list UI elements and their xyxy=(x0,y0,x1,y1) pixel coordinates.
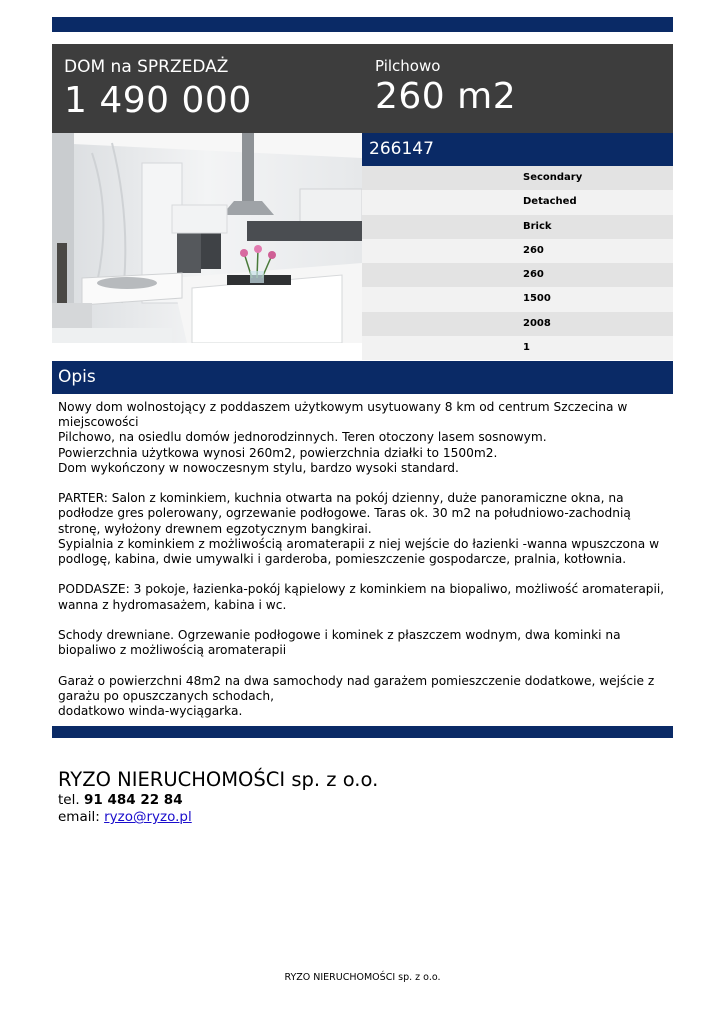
description-body xyxy=(58,400,668,719)
description-line: garażu po opuszczanych schodach, xyxy=(58,688,274,703)
phone-number[interactable]: 91 484 22 84 xyxy=(83,792,183,808)
description-line: biopaliwo z możliwością aromaterapii xyxy=(58,643,287,658)
agency-contact xyxy=(58,768,378,826)
email-label: email: xyxy=(58,809,100,825)
location: Pilchowo xyxy=(375,57,441,75)
description-spacer xyxy=(58,476,668,491)
description-line: dodatkowo winda-wyciągarka. xyxy=(58,704,243,718)
page-footer: RYZO NIERUCHOMOŚCI sp. z o.o. xyxy=(284,972,441,983)
parameter-row: Brick xyxy=(362,215,673,239)
parameter-row: 1 xyxy=(362,336,673,360)
description-line: Powierzchnia użytkowa wynosi 260m2, powierzchnia działki to 1500m2. xyxy=(58,445,498,460)
description-line: PODDASZE: 3 pokoje, łazienka-pokój kąpielowy z kominkiem na biopaliwo, możliwość aromaterapii, xyxy=(58,582,665,597)
description-line: stronę, wyłożony drewnem egzotycznym bangkirai. xyxy=(58,521,372,536)
price: 1 490 000 xyxy=(64,80,252,121)
property-photo xyxy=(52,133,362,343)
parameter-row: Secondary xyxy=(362,166,673,190)
description-line: podlogę, kabina, dwie umywalki i garderoba, pomieszczenie gospodarcze, pralnia, kotłownia. xyxy=(58,552,627,567)
description-line: wanna z hydromasażem, kabina i wc. xyxy=(58,597,287,612)
listing-header xyxy=(52,44,673,133)
top-accent-bar xyxy=(52,17,673,32)
description-spacer xyxy=(58,613,668,628)
listing-type: DOM na SPRZEDAŻ xyxy=(64,57,229,77)
parameter-row: 1500 xyxy=(362,287,673,311)
area: 260 m2 xyxy=(375,76,517,117)
description-line: podłodze gres polerowany, ogrzewanie podłogowe. Taras ok. 30 m2 na południowo-zachodnią xyxy=(58,506,631,521)
description-line: PARTER: Salon z kominkiem, kuchnia otwarta na pokój dzienny, duże panoramiczne okna, na xyxy=(58,491,624,506)
header-right xyxy=(375,56,516,118)
parameter-row: 260 xyxy=(362,263,673,287)
reference-number: 266147 xyxy=(362,133,673,166)
parameters-table xyxy=(362,166,673,360)
description-line: Pilchowo, na osiedlu domów jednorodzinnych. Teren otoczony lasem sosnowym. xyxy=(58,430,547,445)
parameter-row: 2008 xyxy=(362,312,673,336)
agency-name: RYZO NIERUCHOMOŚCI sp. z o.o. xyxy=(58,768,379,791)
description-line: Dom wykończony w nowoczesnym stylu, bardzo wysoki standard. xyxy=(58,460,459,475)
parameter-row: Detached xyxy=(362,190,673,214)
description-spacer xyxy=(58,658,668,673)
description-line: miejscowości xyxy=(58,415,139,430)
phone-label: tel. xyxy=(58,792,80,808)
description-line: Sypialnia z kominkiem z możliwością aromaterapii z niej wejście do łazienki -wanna wpuszczona w xyxy=(58,536,660,551)
parameter-row: 260 xyxy=(362,239,673,263)
bottom-accent-bar xyxy=(52,726,673,738)
description-line: Schody drewniane. Ogrzewanie podłogowe i kominek z płaszczem wodnym, dwa kominki na xyxy=(58,628,621,642)
description-line: Nowy dom wolnostojący z poddaszem użytkowym usytuowany 8 km od centrum Szczecina w xyxy=(58,400,628,414)
email-link[interactable]: ryzo@ryzo.pl xyxy=(104,809,192,825)
agency-phone-line xyxy=(58,792,378,809)
header-left xyxy=(64,56,252,122)
description-spacer xyxy=(58,567,668,582)
agency-email-line xyxy=(58,809,378,826)
description-line: Garaż o powierzchni 48m2 na dwa samochody nad garażem pomieszczenie dodatkowe, wejście z xyxy=(58,673,655,688)
description-heading: Opis xyxy=(52,361,673,394)
